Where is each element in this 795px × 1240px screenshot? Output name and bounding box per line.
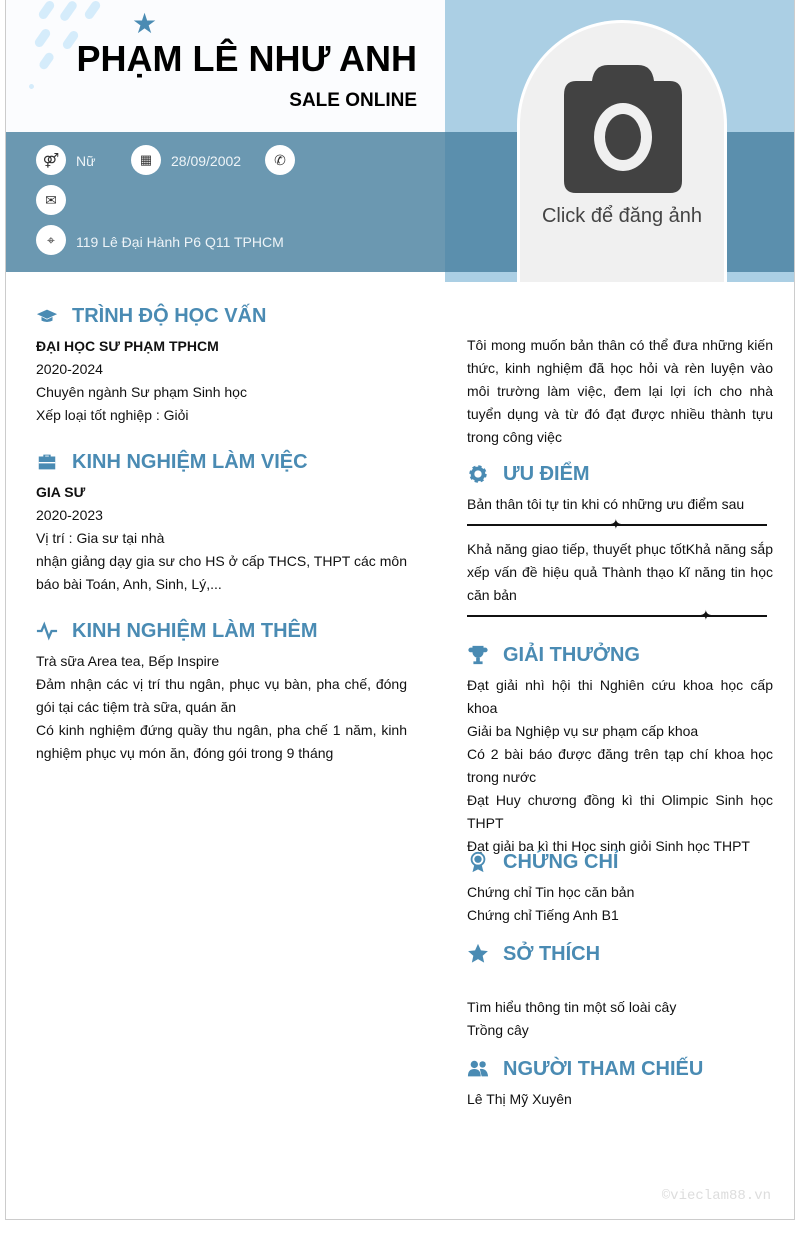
objective-text: Tôi mong muốn bản thân có thể đưa những kiến thức, kinh nghiệm đã học hỏi và rèn luyện vào môi trường làm việc, đem lại lợi ích cho nhà tuyển dụng và từ đó đạt được nhiều thành tựu trong công việc: [467, 337, 773, 445]
calendar-icon: ▦: [131, 145, 161, 175]
work-line: Vị trí : Gia sư tại nhà: [36, 530, 165, 546]
award-item: Đạt Huy chương đồng kì thi Olimpic Sinh học THPT: [467, 792, 773, 831]
education-section: [36, 303, 407, 427]
candidate-name: PHẠM LÊ NHƯ ANH: [76, 38, 417, 79]
gear-icon: [467, 463, 489, 485]
hobbies-section: [467, 941, 773, 1042]
certificates-title: CHỨNG CHỈ: [503, 850, 619, 873]
extra-line: Đảm nhận các vị trí thu ngân, phục vụ bàn, pha chế, đóng gói tại các tiệm trà sữa, quán ăn: [36, 676, 407, 715]
heartbeat-icon: [36, 620, 58, 642]
hobby-item: Trồng cây: [467, 1022, 529, 1038]
graduation-cap-icon: [36, 305, 58, 327]
references-section: [467, 1056, 773, 1111]
star-icon: ★: [132, 8, 158, 39]
briefcase-icon: [36, 451, 58, 473]
hobbies-title: SỞ THÍCH: [503, 942, 601, 965]
award-item: Giải ba Nghiệp vụ sư phạm cấp khoa: [467, 723, 699, 739]
watermark: ©vieclam88.vn: [661, 1188, 771, 1204]
strength-item: Bản thân tôi tự tin khi có những ưu điểm sau: [467, 496, 745, 512]
gender-icon: ⚤: [36, 145, 66, 175]
extra-line: Có kinh nghiệm đứng quầy thu ngân, pha chế 1 năm, kinh nghiệm phục vụ món ăn, đóng gói trong 9 tháng: [36, 722, 407, 761]
camera-icon: [562, 63, 684, 195]
birthday-value: 28/09/2002: [171, 153, 242, 169]
work-title: KINH NGHIỆM LÀM VIỆC: [72, 450, 308, 473]
job-title: SALE ONLINE: [289, 90, 417, 111]
awards-title: GIẢI THƯỞNG: [503, 643, 640, 666]
certificate-item: Chứng chỉ Tiếng Anh B1: [467, 907, 619, 923]
education-title: TRÌNH ĐỘ HỌC VẤN: [72, 304, 267, 327]
certificate-icon: [467, 851, 489, 873]
photo-upload-label: Click để đăng ảnh: [541, 205, 703, 227]
trophy-icon: [467, 644, 489, 666]
location-icon: ⌖: [36, 225, 66, 255]
certificates-section: [467, 849, 773, 927]
award-item: Đạt giải nhì hội thi Nghiên cứu khoa học cấp khoa: [467, 677, 773, 716]
education-line: Xếp loại tốt nghiệp : Giỏi: [36, 407, 189, 423]
photo-upload[interactable]: [517, 20, 727, 282]
extra-experience-section: [36, 618, 407, 765]
users-icon: [467, 1058, 489, 1080]
strengths-title: ƯU ĐIỂM: [503, 462, 590, 485]
strength-level-bar: ✦: [467, 615, 767, 617]
work-line: nhận giảng dạy gia sư cho HS ở cấp THCS, THPT các môn báo bài Toán, Anh, Sinh, Lý,...: [36, 553, 407, 592]
work-section: [36, 449, 407, 596]
certificate-item: Chứng chỉ Tin học căn bản: [467, 884, 635, 900]
phone-icon[interactable]: ✆: [265, 145, 295, 175]
strengths-section: [467, 461, 773, 629]
extra-line: Trà sữa Area tea, Bếp Inspire: [36, 653, 220, 669]
strength-item: Khả năng giao tiếp, thuyết phục tốtKhả năng sắp xếp vấn đề hiệu quả Thành thạo kĩ năng tin học căn bản: [467, 541, 773, 603]
objective-section: [467, 334, 773, 449]
extra-title: KINH NGHIỆM LÀM THÊM: [72, 619, 318, 642]
award-item: Có 2 bài báo được đăng trên tạp chí khoa học trong nước: [467, 746, 773, 785]
work-line: 2020-2023: [36, 507, 103, 523]
hobby-item: Tìm hiểu thông tin một số loài cây: [467, 999, 677, 1015]
references-title: NGƯỜI THAM CHIẾU: [503, 1057, 704, 1080]
awards-section: [467, 642, 773, 858]
reference-item: Lê Thị Mỹ Xuyên: [467, 1091, 572, 1107]
award-item: Đạt giải ba kì thi Học sinh giỏi Sinh học THPT: [467, 838, 750, 854]
star-icon: [467, 943, 489, 965]
work-role: GIA SƯ: [36, 484, 86, 500]
strength-level-bar: ✦: [467, 524, 767, 526]
gender-value: Nữ: [76, 153, 96, 169]
email-icon[interactable]: ✉: [36, 185, 66, 215]
education-line: Chuyên ngành Sư phạm Sinh học: [36, 384, 247, 400]
education-line: 2020-2024: [36, 361, 103, 377]
address-value: 119 Lê Đại Hành P6 Q11 TPHCM: [76, 234, 284, 250]
school-name: ĐẠI HỌC SƯ PHẠM TPHCM: [36, 338, 219, 354]
